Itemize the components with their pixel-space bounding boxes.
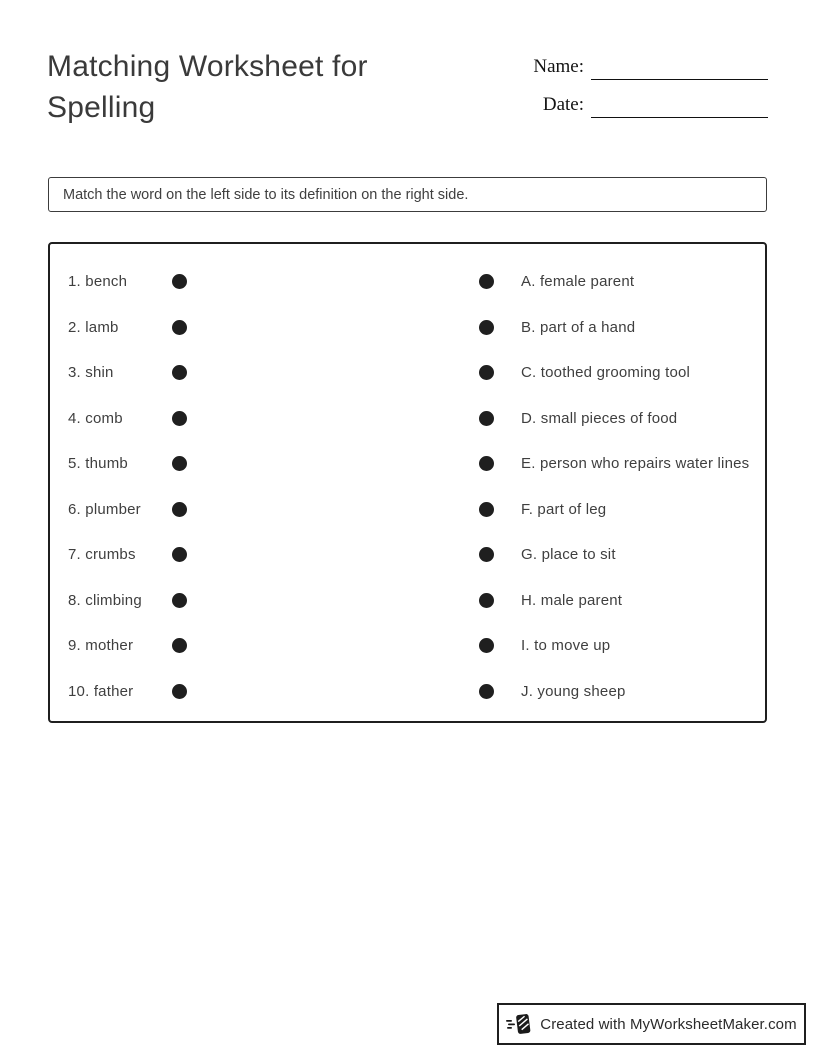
match-dot-right bbox=[479, 365, 494, 380]
left-word: 1. bench bbox=[68, 273, 128, 291]
left-word: 3. shin bbox=[68, 364, 114, 382]
match-dot-left bbox=[172, 547, 187, 562]
right-definition: D. small pieces of food bbox=[521, 409, 678, 427]
match-dot-left bbox=[172, 320, 187, 335]
match-dot-left bbox=[172, 456, 187, 471]
match-row bbox=[50, 532, 765, 578]
name-date-block bbox=[526, 50, 768, 126]
match-dot-right bbox=[479, 274, 494, 289]
match-row bbox=[50, 305, 765, 351]
match-row bbox=[50, 578, 765, 624]
right-definition: G. place to sit bbox=[521, 546, 616, 564]
match-row bbox=[50, 259, 765, 305]
page-title: Matching Worksheet for Spelling bbox=[47, 50, 368, 124]
match-dot-right bbox=[479, 320, 494, 335]
right-definition: B. part of a hand bbox=[521, 318, 636, 336]
instructions-text: Match the word on the left side to its definition on the right side. bbox=[63, 186, 469, 203]
match-row bbox=[50, 669, 765, 715]
date-fill-line bbox=[591, 92, 768, 118]
match-row bbox=[50, 623, 765, 669]
left-word: 10. father bbox=[68, 682, 134, 700]
left-word: 8. climbing bbox=[68, 591, 142, 609]
match-dot-right bbox=[479, 684, 494, 699]
date-label: Date: bbox=[542, 94, 584, 115]
right-definition: F. part of leg bbox=[521, 500, 607, 518]
name-label: Name: bbox=[533, 56, 584, 77]
match-dot-right bbox=[479, 502, 494, 517]
right-definition: H. male parent bbox=[521, 591, 623, 609]
right-definition: A. female parent bbox=[521, 273, 635, 291]
match-row bbox=[50, 487, 765, 533]
footer-credit-text: Created with MyWorksheetMaker.com bbox=[540, 1015, 797, 1033]
left-word: 9. mother bbox=[68, 637, 134, 655]
left-word: 6. plumber bbox=[68, 500, 141, 518]
match-dot-left bbox=[172, 684, 187, 699]
worksheet-maker-logo-icon bbox=[506, 1012, 532, 1036]
right-definition: I. to move up bbox=[521, 637, 611, 655]
match-dot-right bbox=[479, 411, 494, 426]
date-row bbox=[526, 88, 768, 118]
match-dot-left bbox=[172, 502, 187, 517]
match-dot-right bbox=[479, 547, 494, 562]
right-definition: J. young sheep bbox=[521, 682, 626, 700]
matching-area bbox=[48, 242, 767, 723]
match-dot-left bbox=[172, 365, 187, 380]
left-word: 2. lamb bbox=[68, 318, 119, 336]
match-dot-left bbox=[172, 638, 187, 653]
footer-credit-box bbox=[497, 1003, 806, 1045]
name-fill-line bbox=[591, 54, 768, 80]
match-dot-right bbox=[479, 456, 494, 471]
match-row bbox=[50, 350, 765, 396]
name-row bbox=[526, 50, 768, 80]
match-dot-right bbox=[479, 593, 494, 608]
left-word: 5. thumb bbox=[68, 455, 128, 473]
right-definition: C. toothed grooming tool bbox=[521, 364, 691, 382]
match-row bbox=[50, 441, 765, 487]
left-word: 4. comb bbox=[68, 409, 123, 427]
match-dot-right bbox=[479, 638, 494, 653]
match-row bbox=[50, 396, 765, 442]
instructions-box bbox=[48, 177, 767, 212]
match-dot-left bbox=[172, 411, 187, 426]
left-word: 7. crumbs bbox=[68, 546, 136, 564]
match-dot-left bbox=[172, 593, 187, 608]
right-definition: E. person who repairs water lines bbox=[521, 455, 750, 473]
match-dot-left bbox=[172, 274, 187, 289]
